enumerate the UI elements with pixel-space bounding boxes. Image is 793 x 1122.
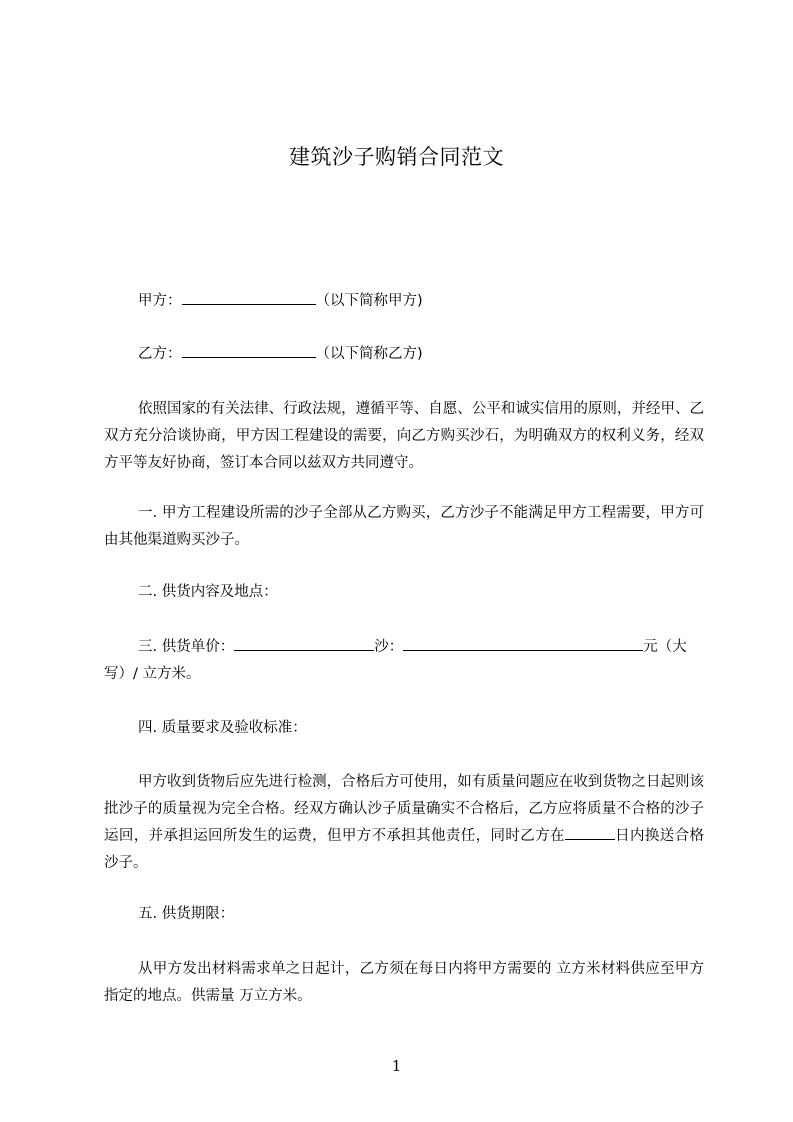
page-number: 1 <box>391 1057 402 1075</box>
party-b-note: （以下简称乙方) <box>315 346 423 362</box>
amount-blank <box>403 636 643 651</box>
clause-3-line-2: 写）/ 立方米。 <box>104 666 201 682</box>
clause-3-prefix: 三. 供货单价： <box>138 639 235 655</box>
clause-1-paragraph: 一. 甲方工程建设所需的沙子全部从乙方购买，乙方沙子不能满足甲方工程需要，甲方可由其他渠道购买沙子。 <box>104 505 704 548</box>
party-a-blank <box>182 290 316 305</box>
party-a-line <box>138 290 423 312</box>
party-a-label: 甲方： <box>138 293 182 309</box>
unit-price-blank <box>234 636 374 651</box>
clause-3-line <box>138 636 687 658</box>
clause-5-paragraph: 从甲方发出材料需求单之日起计，乙方须在每日内将甲方需要的 立方米材料供应至甲方指定的地点。供需量 万立方米。 <box>104 961 704 1004</box>
party-b-line <box>138 343 423 365</box>
clause-2-heading: 二. 供货内容及地点： <box>138 584 278 600</box>
document-title: 建筑沙子购销合同范文 <box>289 145 504 169</box>
preamble-paragraph: 依照国家的有关法律、行政法规，遵循平等、自愿、公平和诚实信用的原则，并经甲、乙双方充分洽谈协商，甲方因工程建设的需要，向乙方购买沙石，为明确双方的权利义务，经双方平等友好协商，签订本合同以兹双方共同遵守。 <box>104 401 704 471</box>
party-a-note: （以下简称甲方) <box>315 293 423 309</box>
clause-3-mid: 沙： <box>374 639 404 655</box>
party-b-blank <box>182 343 316 358</box>
clause-5-heading: 五. 供货期限： <box>138 906 235 922</box>
replacement-days-blank <box>565 825 615 840</box>
clause-4-paragraph <box>104 769 704 877</box>
clause-3-suffix: 元（大 <box>643 639 687 655</box>
party-b-label: 乙方： <box>138 346 182 362</box>
clause-4-text-before: 甲方收到货物后应先进行检测，合格后方可使用，如有质量问题应在收到货物之日起则该批沙子的质量视为完全合格。经双方确认沙子质量确实不合格后，乙方应将质量不合格的沙子运回，并承担运回所发生的运费，但甲方不承担其他责任，同时乙方在 <box>104 774 704 844</box>
clause-4-heading: 四. 质量要求及验收标准： <box>138 720 307 736</box>
clause-4-text-after: 日内换送合格沙子。 <box>104 828 705 871</box>
